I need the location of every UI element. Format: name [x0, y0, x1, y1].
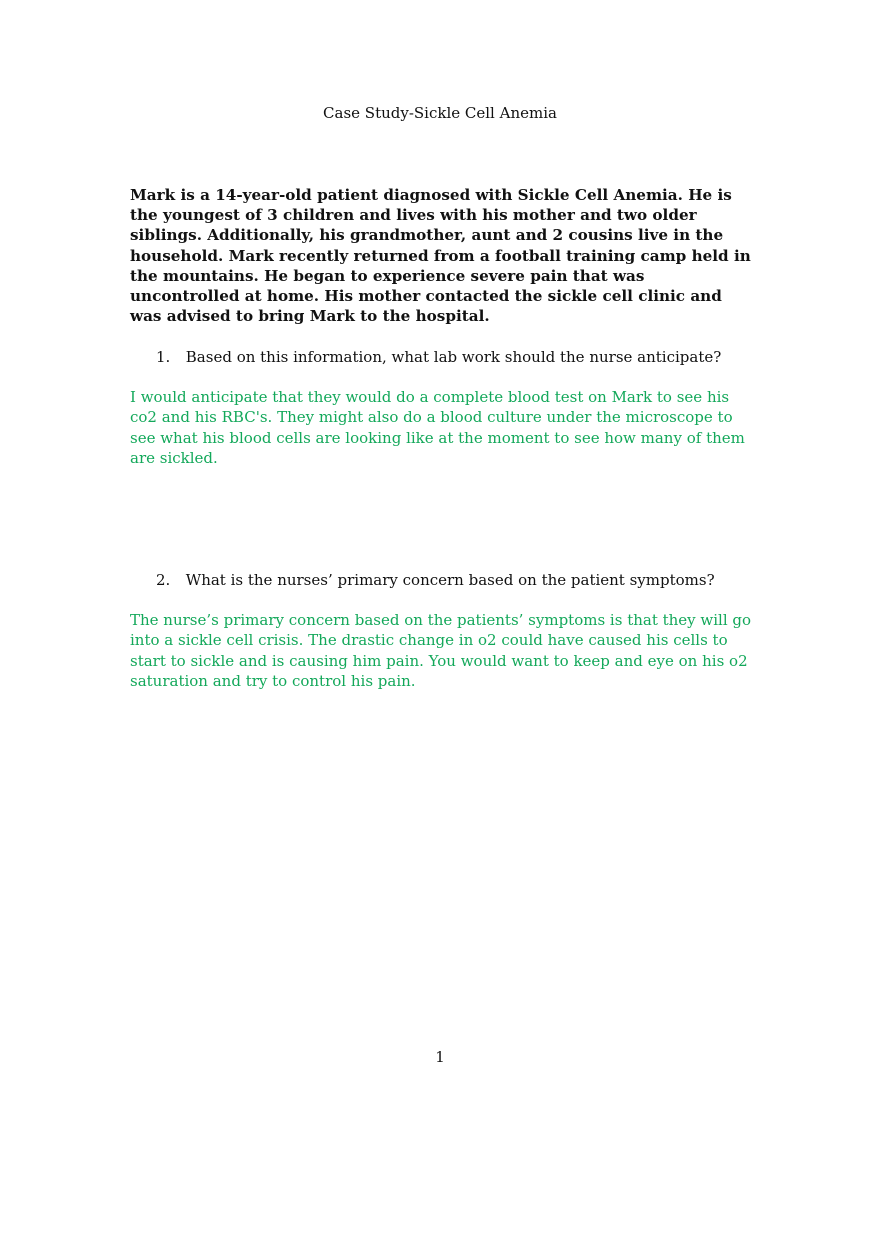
case-scenario-paragraph: Mark is a 14-year-old patient diagnosed with Sickle Cell Anemia. He is the youngest of 3 children and lives with his mother and two older siblings. Additionally, his grandmother, aunt and 2 cousins live in the household. Mark recently returned from a football training camp held in the mountains. He began to experience severe pain that was uncontrolled at home. His mother contacted the sickle cell clinic and was advised to bring Mark to the hospital. [130, 186, 751, 326]
question-1-number: 1. [156, 348, 171, 366]
question-2-text: What is the nurses’ primary concern based on the patient symptoms? [185, 571, 715, 589]
document-title: Case Study-Sickle Cell Anemia [323, 104, 557, 122]
question-2 [130, 570, 755, 590]
answer-2: The nurse’s primary concern based on the patients’ symptoms is that they will go into a sickle cell crisis. The drastic change in o2 could have caused his cells to start to sickle and is causing him pain. You would want to keep and eye on his o2 saturation and try to control his pain. [130, 611, 752, 690]
question-1-text: Based on this information, what lab work should the nurse anticipate? [185, 348, 722, 366]
page-number: 1 [435, 1048, 445, 1066]
question-1 [130, 347, 755, 367]
question-2-number: 2. [156, 571, 171, 589]
answer-1: I would anticipate that they would do a complete blood test on Mark to see his co2 and his RBC's. They might also do a blood culture under the microscope to see what his blood cells are looking like at the moment to see how many of them are sickled. [130, 388, 745, 467]
